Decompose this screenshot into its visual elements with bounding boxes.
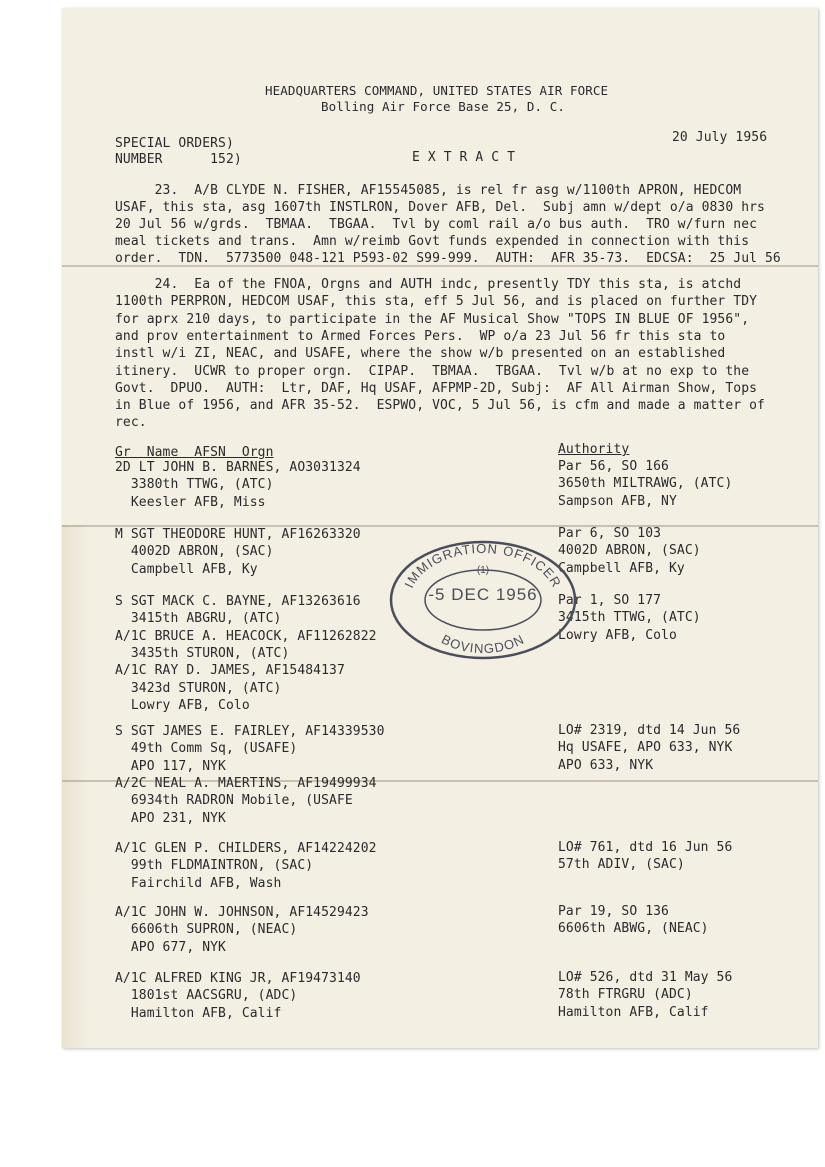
personnel-line: 4002D ABRON, (SAC) — [115, 544, 274, 560]
paragraph-line: 24. Ea of the FNOA, Orgns and AUTH indc, presently TDY this sta, is atchd — [115, 277, 742, 292]
paragraph-line: order. TDN. 5773500 048-121 P593-02 S99-999. AUTH: AFR 35-73. EDCSA: 25 Jul 56 — [115, 251, 781, 266]
authority-line: 3650th MILTRAWG, (ATC) — [558, 476, 733, 492]
personnel-line: 1801st AACSGRU, (ADC) — [115, 988, 298, 1004]
paragraph-line: 20 Jul 56 w/grds. TBMAA. TBGAA. Tvl by coml rail a/o bus auth. TRO w/furn nec — [115, 217, 758, 232]
svg-text:BOVINGDON — [439, 631, 527, 656]
authority-line: Par 19, SO 136 — [558, 904, 669, 919]
authority-line: Par 56, SO 166 — [558, 459, 669, 474]
paragraph-line: 1100th PERPRON, HEDCOM USAF, this sta, eff 5 Jul 56, and is placed on further TDY — [115, 294, 758, 310]
stamp-number: (1) — [476, 565, 490, 576]
paragraph-line: Govt. DPUO. AUTH: Ltr, DAF, Hq USAF, AFPMP-2D, Subj: AF All Airman Show, Tops — [115, 380, 758, 396]
personnel-line: APO 677, NYK — [115, 939, 226, 955]
paragraph-line: meal tickets and trans. Amn w/reimb Govt funds expended in connection with this — [115, 234, 750, 249]
personnel-line: S SGT JAMES E. FAIRLEY, AF14339530 — [115, 724, 385, 739]
paragraph-line: for aprx 210 days, to participate in the AF Musical Show "TOPS IN BLUE OF 1956", — [115, 311, 750, 327]
personnel-line: 3415th ABGRU, (ATC) — [115, 611, 282, 627]
personnel-line: Campbell AFB, Ky — [115, 561, 258, 577]
order-date: 20 July 1956 — [672, 130, 768, 145]
personnel-line: A/1C RAY D. JAMES, AF15484137 — [115, 663, 345, 679]
column-header-authority: Authority — [558, 442, 630, 457]
authority-line: APO 633, NYK — [558, 757, 654, 773]
authority-line: 4002D ABRON, (SAC) — [558, 543, 701, 559]
authority-line: 3415th TTWG, (ATC) — [558, 610, 701, 626]
authority-line: Campbell AFB, Ky — [558, 560, 685, 576]
authority-line: Par 1, SO 177 — [558, 593, 662, 608]
authority-line: Sampson AFB, NY — [558, 493, 677, 509]
authority-line: LO# 2319, dtd 14 Jun 56 — [558, 723, 741, 738]
personnel-line: Fairchild AFB, Wash — [115, 875, 282, 891]
paragraph-line: and prov entertainment to Armed Forces Pers. WP o/a 23 Jul 56 fr this sta to — [115, 328, 726, 344]
authority-line: Par 6, SO 103 — [558, 526, 662, 541]
personnel-line: Hamilton AFB, Calif — [115, 1005, 282, 1021]
personnel-line: 49th Comm Sq, (USAFE) — [115, 741, 298, 757]
immigration-stamp — [388, 535, 578, 660]
authority-line: Hq USAFE, APO 633, NYK — [558, 740, 733, 756]
stamp-bottom-text: BOVINGDON — [439, 631, 527, 657]
authority-line: Hamilton AFB, Calif — [558, 1004, 709, 1020]
special-orders-label: SPECIAL ORDERS) — [115, 136, 234, 151]
stamp-top-text: IMMIGRATION OFFICER — [401, 540, 565, 591]
personnel-line: A/1C GLEN P. CHILDERS, AF14224202 — [115, 841, 377, 856]
authority-line: LO# 526, dtd 31 May 56 — [558, 970, 733, 985]
document-title: E X T R A C T — [412, 150, 516, 165]
personnel-line: 6606th SUPRON, (NEAC) — [115, 922, 298, 938]
paragraph-line: USAF, this sta, asg 1607th INSTLRON, Dover AFB, Del. Subj amn w/dept o/a 0830 hrs — [115, 200, 765, 215]
order-number: NUMBER 152) — [115, 152, 242, 167]
personnel-line: APO 231, NYK — [115, 810, 226, 826]
personnel-line: 2D LT JOHN B. BARNES, AO3031324 — [115, 460, 361, 475]
personnel-line: S SGT MACK C. BAYNE, AF13263616 — [115, 594, 361, 609]
personnel-line: 3380th TTWG, (ATC) — [115, 477, 274, 493]
authority-line: 78th FTRGRU (ADC) — [558, 987, 693, 1003]
personnel-line: APO 117, NYK — [115, 758, 226, 774]
personnel-line: A/1C BRUCE A. HEACOCK, AF11262822 — [115, 628, 377, 644]
personnel-line: A/2C NEAL A. MAERTINS, AF19499934 — [115, 775, 377, 791]
authority-line: 57th ADIV, (SAC) — [558, 857, 685, 873]
personnel-line: Keesler AFB, Miss — [115, 494, 266, 510]
personnel-line: 3435th STURON, (ATC) — [115, 645, 290, 661]
header-base: Bolling Air Force Base 25, D. C. — [321, 99, 566, 114]
personnel-line: A/1C JOHN W. JOHNSON, AF14529423 — [115, 905, 369, 920]
authority-line: 6606th ABWG, (NEAC) — [558, 921, 709, 937]
personnel-line: 99th FLDMAINTRON, (SAC) — [115, 858, 314, 874]
column-header-name: Gr Name AFSN Orgn — [115, 445, 274, 460]
personnel-line: A/1C ALFRED KING JR, AF19473140 — [115, 971, 361, 986]
stamp-date: -5 DEC 1956 — [428, 585, 538, 604]
paragraph-line: rec. — [115, 415, 147, 431]
personnel-line: Lowry AFB, Colo — [115, 697, 250, 713]
paragraph-line: itinery. UCWR to proper orgn. CIPAP. TBMAA. TBGAA. Tvl w/b at no exp to the — [115, 363, 750, 379]
personnel-line: M SGT THEODORE HUNT, AF16263320 — [115, 527, 361, 542]
paragraph-line: instl w/i ZI, NEAC, and USAFE, where the show w/b presented on an established — [115, 346, 726, 362]
torn-edge — [62, 525, 88, 1048]
paragraph-line: 23. A/B CLYDE N. FISHER, AF15545085, is rel fr asg w/1100th APRON, HEDCOM — [115, 183, 742, 198]
header-command: HEADQUARTERS COMMAND, UNITED STATES AIR FORCE — [265, 83, 609, 98]
personnel-line: 3423d STURON, (ATC) — [115, 680, 282, 696]
paragraph-line: in Blue of 1956, and AFR 35-52. ESPWO, VOC, 5 Jul 56, is cfm and made a matter of — [115, 398, 765, 414]
authority-line: LO# 761, dtd 16 Jun 56 — [558, 840, 733, 855]
authority-line: Lowry AFB, Colo — [558, 627, 677, 643]
personnel-line: 6934th RADRON Mobile, (USAFE — [115, 793, 353, 809]
